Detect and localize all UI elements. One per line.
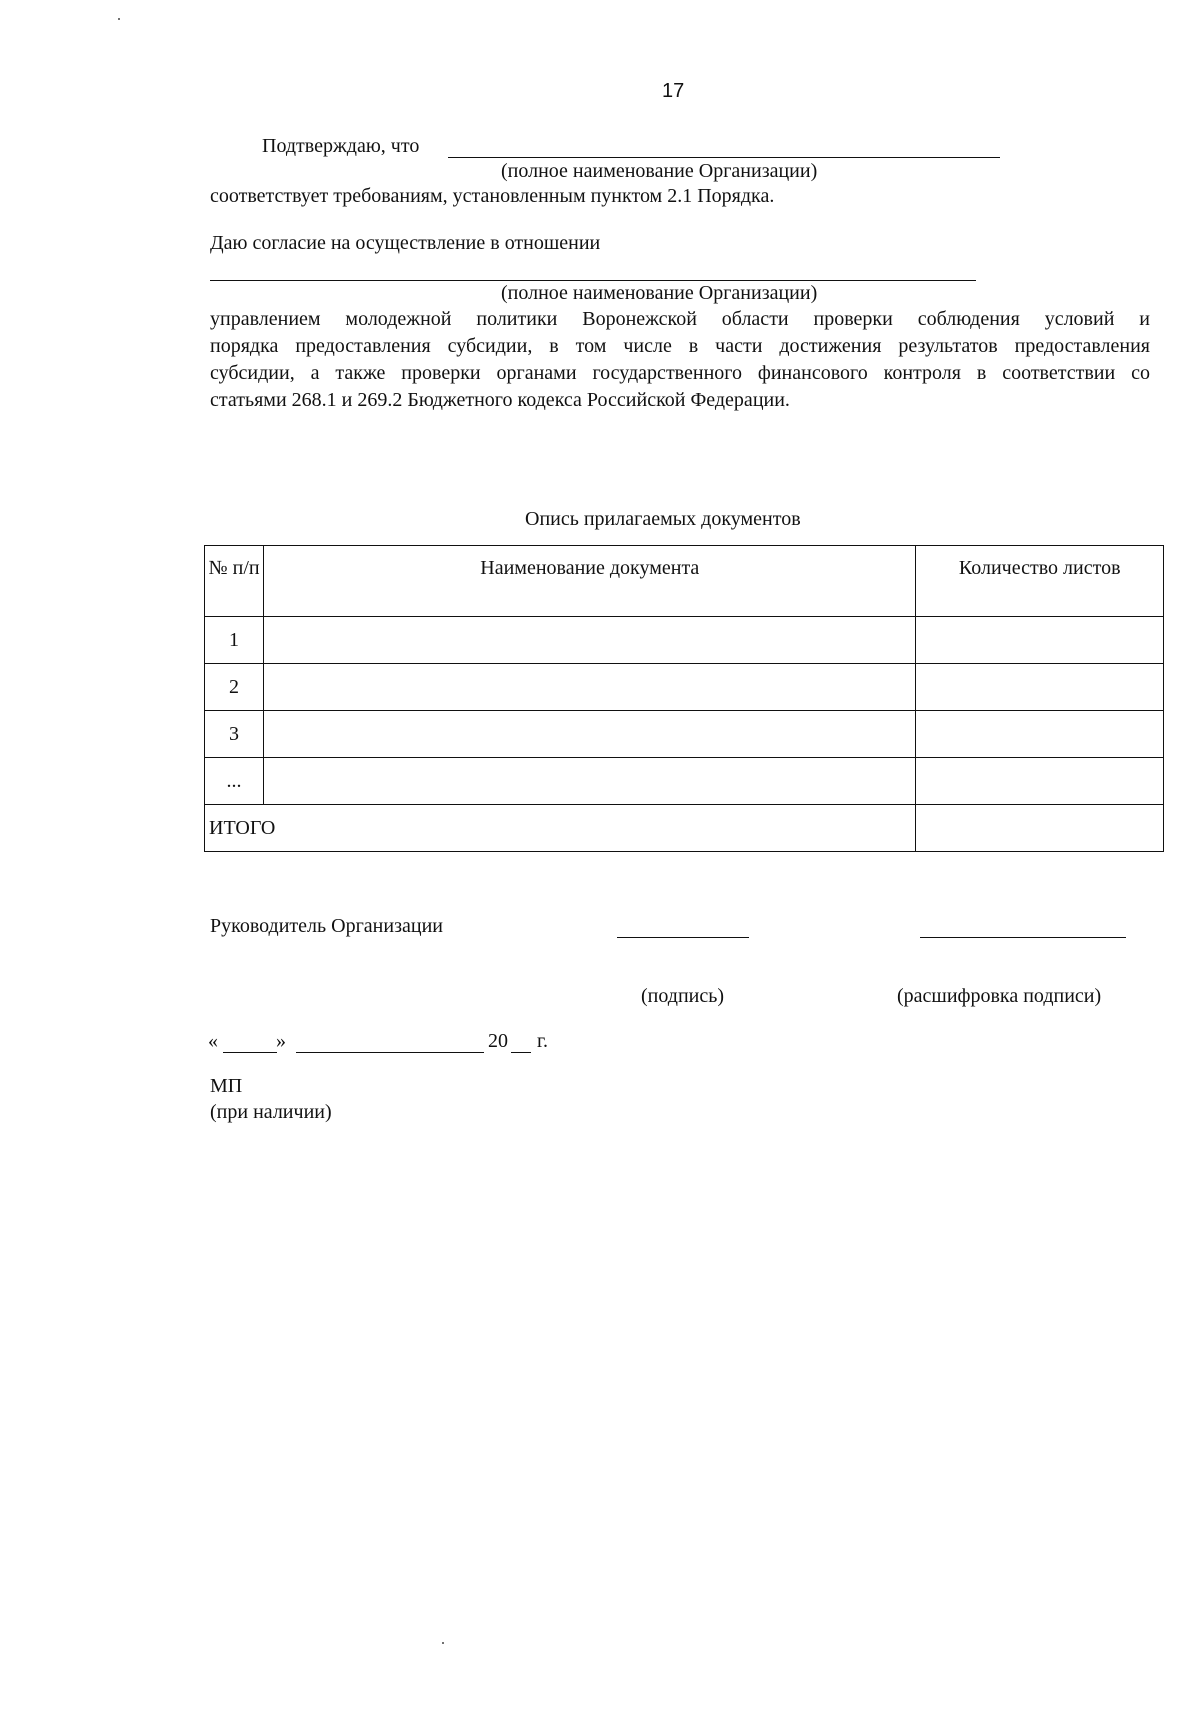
row-num: 3: [205, 711, 264, 758]
consent-line: управлением молодежной политики Воронежской области проверки соблюдения условий и: [210, 308, 1150, 330]
consent-line: субсидии, а также проверки органами государственного финансового контроля в соответствии со: [210, 362, 1150, 384]
row-name-cell[interactable]: [264, 664, 916, 711]
table-header-row: [205, 546, 1164, 617]
page-number: 17: [662, 80, 685, 102]
date-month-line[interactable]: [296, 1052, 484, 1053]
row-num: ...: [205, 758, 264, 805]
date-year-line[interactable]: [511, 1052, 531, 1053]
consent-org-blank-line[interactable]: [210, 280, 976, 281]
inventory-table: [204, 545, 1164, 852]
consent-line: статьями 268.1 и 269.2 Бюджетного кодекса Российской Федерации.: [210, 389, 790, 411]
table-row: [205, 758, 1164, 805]
row-qty-cell[interactable]: [916, 758, 1164, 805]
total-label: ИТОГО: [205, 805, 916, 852]
date-year-prefix: 20: [488, 1030, 508, 1052]
row-qty-cell[interactable]: [916, 711, 1164, 758]
table-row: [205, 711, 1164, 758]
row-qty-cell[interactable]: [916, 664, 1164, 711]
header-name: Наименование документа: [264, 546, 916, 617]
stamp-note: (при наличии): [210, 1101, 332, 1123]
consent-line: порядка предоставления субсидии, в том числе в части достижения результатов предоставления: [210, 335, 1150, 357]
consent-paragraph: [210, 306, 1150, 414]
inventory-title: Опись прилагаемых документов: [525, 508, 801, 530]
signature-decode-caption: (расшифровка подписи): [897, 985, 1102, 1007]
row-name-cell[interactable]: [264, 617, 916, 664]
header-num: № п/п: [205, 546, 264, 617]
row-qty-cell[interactable]: [916, 617, 1164, 664]
signature-caption: (подпись): [641, 985, 725, 1007]
org-name-caption: (полное наименование Организации): [501, 160, 818, 182]
table-total-row: [205, 805, 1164, 852]
consent-org-caption: (полное наименование Организации): [501, 282, 818, 304]
date-open-quote: «: [208, 1030, 218, 1052]
signature-decode-line[interactable]: [920, 937, 1126, 938]
stamp-label: МП: [210, 1075, 243, 1097]
row-num: 1: [205, 617, 264, 664]
date-day-line[interactable]: [223, 1052, 277, 1053]
total-qty-cell[interactable]: [916, 805, 1164, 852]
header-qty: Количество листов: [916, 546, 1164, 617]
confirm-lead: Подтверждаю, что: [262, 135, 420, 157]
table-row: [205, 617, 1164, 664]
scan-speck: [118, 18, 120, 20]
row-name-cell[interactable]: [264, 758, 916, 805]
row-num: 2: [205, 664, 264, 711]
signer-role: Руководитель Организации: [210, 915, 443, 937]
org-name-blank-line[interactable]: [448, 157, 1000, 158]
confirm-tail: соответствует требованиям, установленным пунктом 2.1 Порядка.: [210, 185, 775, 207]
date-year-suffix: г.: [537, 1030, 548, 1052]
table-row: [205, 664, 1164, 711]
consent-lead: Даю согласие на осуществление в отношении: [210, 232, 601, 254]
date-close-quote: »: [276, 1030, 286, 1052]
scan-speck: [442, 1642, 444, 1644]
row-name-cell[interactable]: [264, 711, 916, 758]
signature-line[interactable]: [617, 937, 749, 938]
